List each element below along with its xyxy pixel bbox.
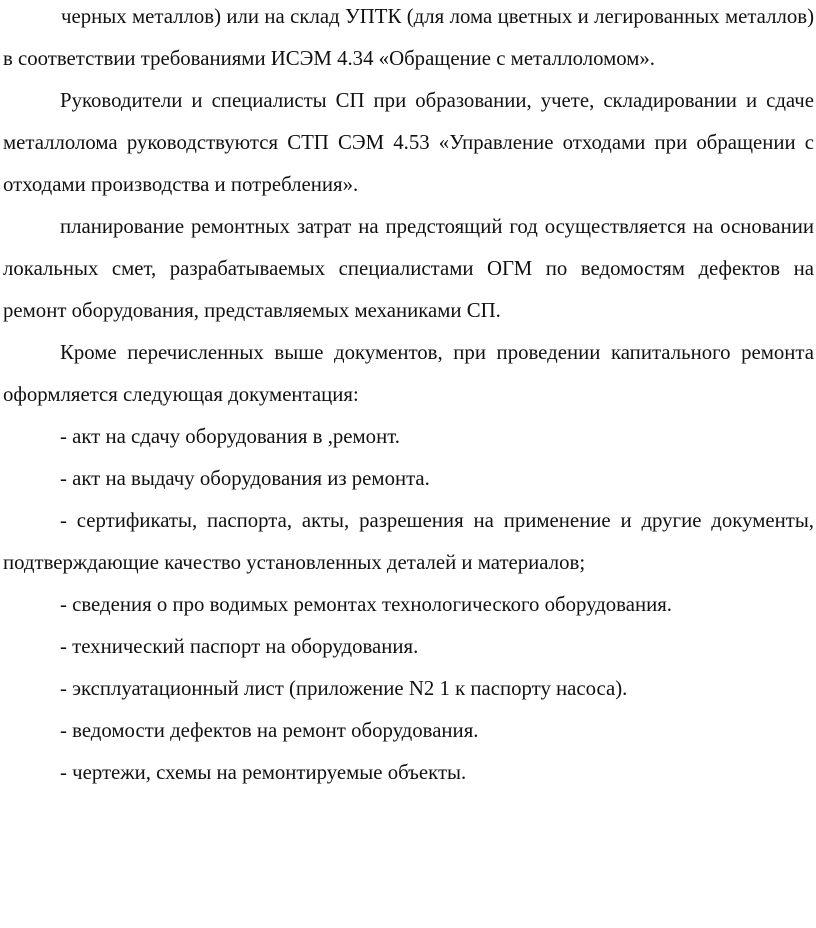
paragraph-repair-cost-planning: планирование ремонтных затрат на предстоящий год осуществляется на основании локальных смет, разрабатываемых специалистами ОГМ по ведомостям дефектов на ремонт оборудования, представляемых механиками СП.: [3, 215, 814, 322]
paragraph-capital-repair-docs: Кроме перечисленных выше документов, при проведении капитального ремонта оформляется следующая документация:: [3, 341, 814, 406]
list-item: - ведомости дефектов на ремонт оборудования.: [60, 719, 479, 742]
list-item: - акт на сдачу оборудования в ,ремонт.: [60, 425, 400, 448]
list-item: - технический паспорт на оборудования.: [60, 635, 419, 658]
list-item: - эксплуатационный лист (приложение N2 1 к паспорту насоса).: [60, 677, 628, 700]
list-item: - чертежи, схемы на ремонтируемые объекты.: [60, 761, 467, 784]
paragraph-managers-specialists: Руководители и специалисты СП при образовании, учете, складировании и сдаче металлолома руководствуются СТП СЭМ 4.53 «Управление отходами при обращении с отходами производства и потребления».: [3, 89, 814, 196]
list-item: - акт на выдачу оборудования из ремонта.: [60, 467, 430, 490]
paragraph-scrap-metal-warehouse: черных металлов) или на склад УПТК (для лома цветных и легированных металлов) в соответствии требованиями ИСЭМ 4.34 «Обращение с металлоломом».: [3, 5, 814, 70]
list-item: - сертификаты, паспорта, акты, разрешения на применение и другие документы, подтверждающие качество установленных деталей и материалов;: [3, 509, 814, 574]
list-item: - сведения о про водимых ремонтах технологического оборудования.: [60, 593, 672, 616]
